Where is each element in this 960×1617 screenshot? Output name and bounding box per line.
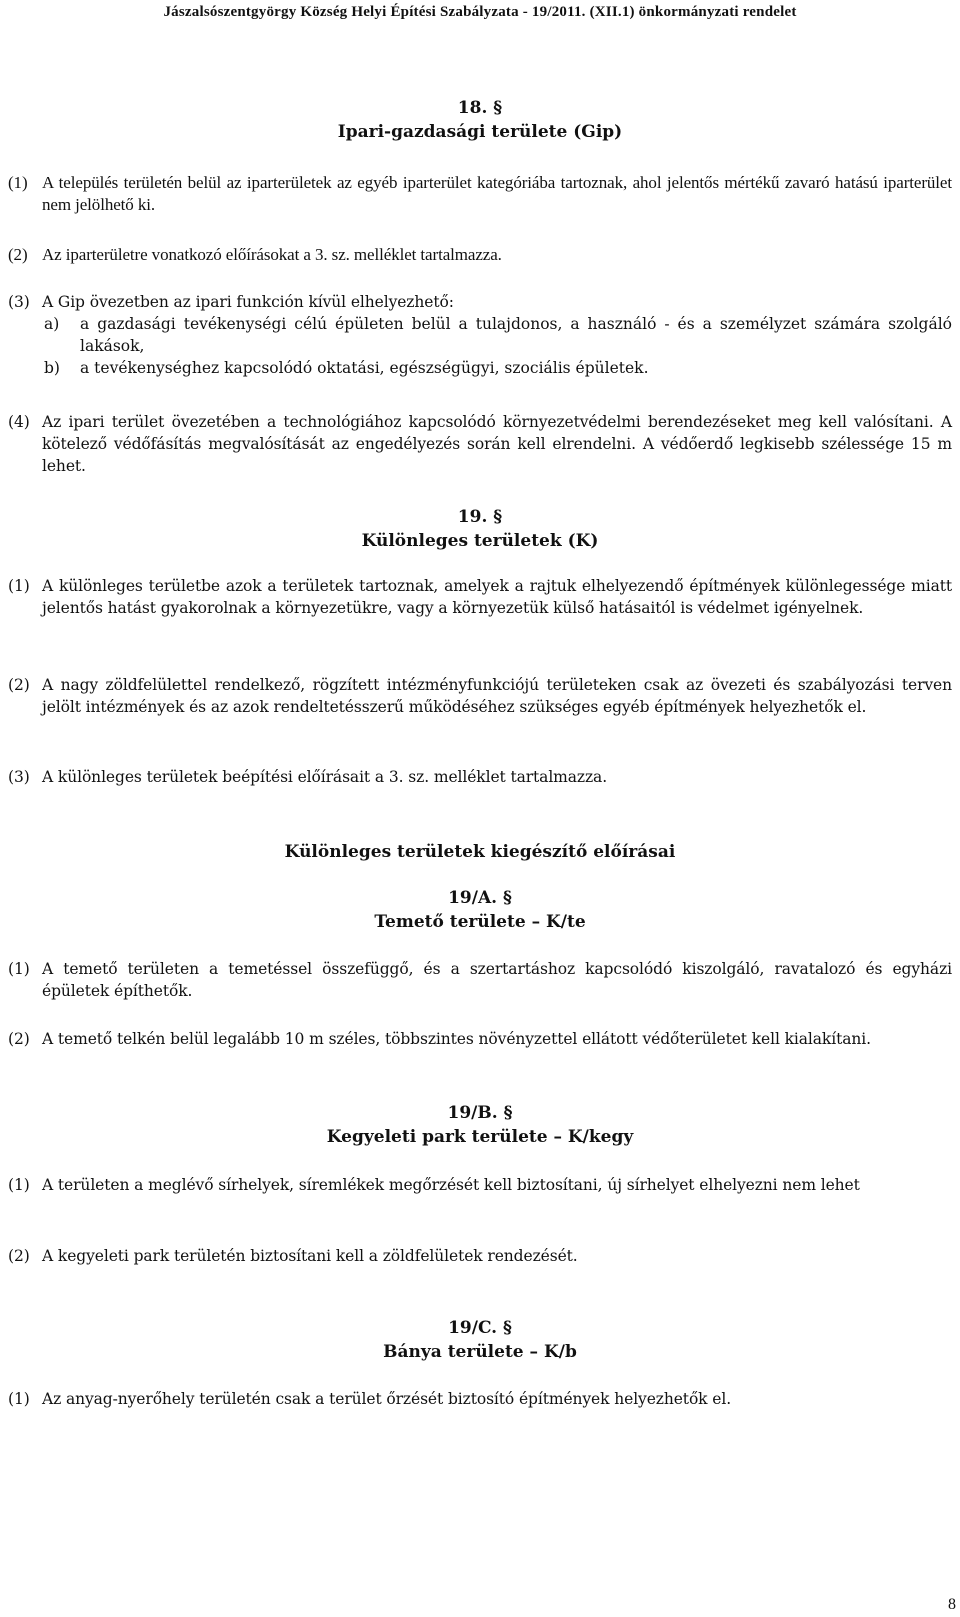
paragraph-text: A különleges területbe azok a területek tartoznak, amelyek a rajtuk elhelyezendő építmények különlegessége miatt jelentős hatást gyakorolnak a környezetükre, vagy a környezetük külső hatásaitól is védelmet igényelnek.	[42, 577, 952, 617]
section-18-heading	[8, 96, 952, 144]
list-item-text: a gazdasági tevékenységi célú épületen belül a tulajdonos, a használó - és a személyzet számára szolgáló lakások,	[80, 315, 952, 355]
paragraph-number: (2)	[8, 1030, 30, 1048]
page-number: 8	[948, 1596, 956, 1613]
s19c-paragraph-1	[8, 1388, 952, 1410]
paragraph-number: (1)	[8, 1390, 30, 1408]
supplement-title: Különleges területek kiegészítő előírásai	[284, 842, 676, 862]
paragraph-text: A területen a meglévő sírhelyek, síremlékek megőrzését kell biztosítani, új sírhelyet elhelyezni nem lehet	[42, 1176, 860, 1194]
s19a-paragraph-1	[8, 958, 952, 1002]
section-19a-heading	[8, 886, 952, 934]
s19b-paragraph-2	[8, 1245, 952, 1267]
section-19c-number: 19/C.	[448, 1318, 498, 1338]
paragraph-number: (4)	[8, 413, 30, 431]
section-18-title: Ipari-gazdasági területe (Gip)	[337, 122, 623, 142]
paragraph-number: (1)	[8, 173, 28, 192]
section-19c-title: Bánya területe – K/b	[383, 1342, 577, 1362]
section-19c-heading	[8, 1316, 952, 1364]
paragraph-number: (2)	[8, 245, 28, 264]
paragraph-number: (1)	[8, 1176, 30, 1194]
list-item-marker: b)	[44, 359, 60, 377]
paragraph-text: A kegyeleti park területén biztosítani kell a zöldfelületek rendezését.	[42, 1247, 578, 1265]
list-item-marker: a)	[44, 315, 60, 333]
paragraph-text: A különleges területek beépítési előírásait a 3. sz. melléklet tartalmazza.	[42, 768, 608, 786]
paragraph-text: Az anyag-nyerőhely területén csak a terület őrzését biztosító építmények helyezhetők el.	[42, 1390, 732, 1408]
section-19b-number: 19/B.	[447, 1103, 498, 1123]
s18-paragraph-4	[8, 411, 952, 477]
s18-paragraph-1	[8, 172, 952, 216]
section-sign-icon: §	[503, 1103, 513, 1123]
section-19-number: 19.	[457, 507, 488, 527]
paragraph-text: Az ipari terület övezetében a technológiához kapcsolódó környezetvédelmi berendezéseket meg kell valósítani. A kötelező védőfásítás megvalósítását az engedélyezés során kell elrendelni. A védőerdő legkisebb szélessége 15 m lehet.	[42, 413, 952, 475]
paragraph-text: A temető telkén belül legalább 10 m széles, többszintes növényzettel ellátott védőterületet kell kialakítani.	[42, 1030, 871, 1048]
section-19b-heading	[8, 1101, 952, 1149]
section-sign-icon: §	[503, 888, 512, 908]
section-sign-icon: §	[493, 507, 503, 527]
paragraph-number: (2)	[8, 1247, 30, 1265]
section-19a-title: Temető területe – K/te	[374, 912, 586, 932]
paragraph-text: Az iparterületre vonatkozó előírásokat a 3. sz. melléklet tartalmazza.	[42, 245, 502, 264]
section-sign-icon: §	[503, 1318, 512, 1338]
section-19a-number: 19/A.	[448, 888, 498, 908]
section-19b-title: Kegyeleti park területe – K/kegy	[326, 1127, 634, 1147]
paragraph-text: A temető területen a temetéssel összefüggő, és a szertartáshoz kapcsolódó kiszolgáló, ravatalozó és egyházi épületek építhetők.	[42, 960, 952, 1000]
paragraph-number: (2)	[8, 676, 30, 694]
s19a-paragraph-2	[8, 1028, 952, 1050]
paragraph-number: (3)	[8, 293, 30, 311]
list-item-a	[8, 313, 952, 357]
section-19-heading	[8, 505, 952, 553]
s19b-paragraph-1	[8, 1174, 952, 1196]
paragraph-intro	[8, 291, 952, 313]
s19-paragraph-2	[8, 674, 952, 718]
paragraph-text: A település területén belül az iparterületek az egyéb iparterület kategóriába tartoznak, ahol jelentős mértékű zavaró hatású iparterület nem jelölhető ki.	[42, 173, 952, 214]
s18-paragraph-2	[8, 244, 952, 266]
paragraph-text: A Gip övezetben az ipari funkción kívül elhelyezhető:	[42, 293, 454, 311]
section-19-title: Különleges területek (K)	[361, 531, 599, 551]
list-item-text: a tevékenységhez kapcsolódó oktatási, egészségügyi, szociális épületek.	[80, 359, 649, 377]
paragraph-number: (1)	[8, 577, 30, 595]
list-item-b	[8, 357, 952, 379]
paragraph-number: (1)	[8, 960, 30, 978]
paragraph-number: (3)	[8, 768, 30, 786]
s19-paragraph-3	[8, 766, 952, 788]
section-18-number: 18.	[457, 98, 488, 118]
paragraph-text: A nagy zöldfelülettel rendelkező, rögzített intézményfunkciójú területeken csak az övezeti és szabályozási terven jelölt intézmények és az azok rendeltetésszerű működéséhez szükséges egyéb építmények helyezhetők el.	[42, 676, 952, 716]
s18-paragraph-3	[8, 291, 952, 379]
page-header: Jászalsószentgyörgy Község Helyi Építési Szabályzata - 19/2011. (XII.1) önkormányzati rendelet	[163, 4, 797, 20]
s19-paragraph-1	[8, 575, 952, 619]
section-sign-icon: §	[493, 98, 503, 118]
